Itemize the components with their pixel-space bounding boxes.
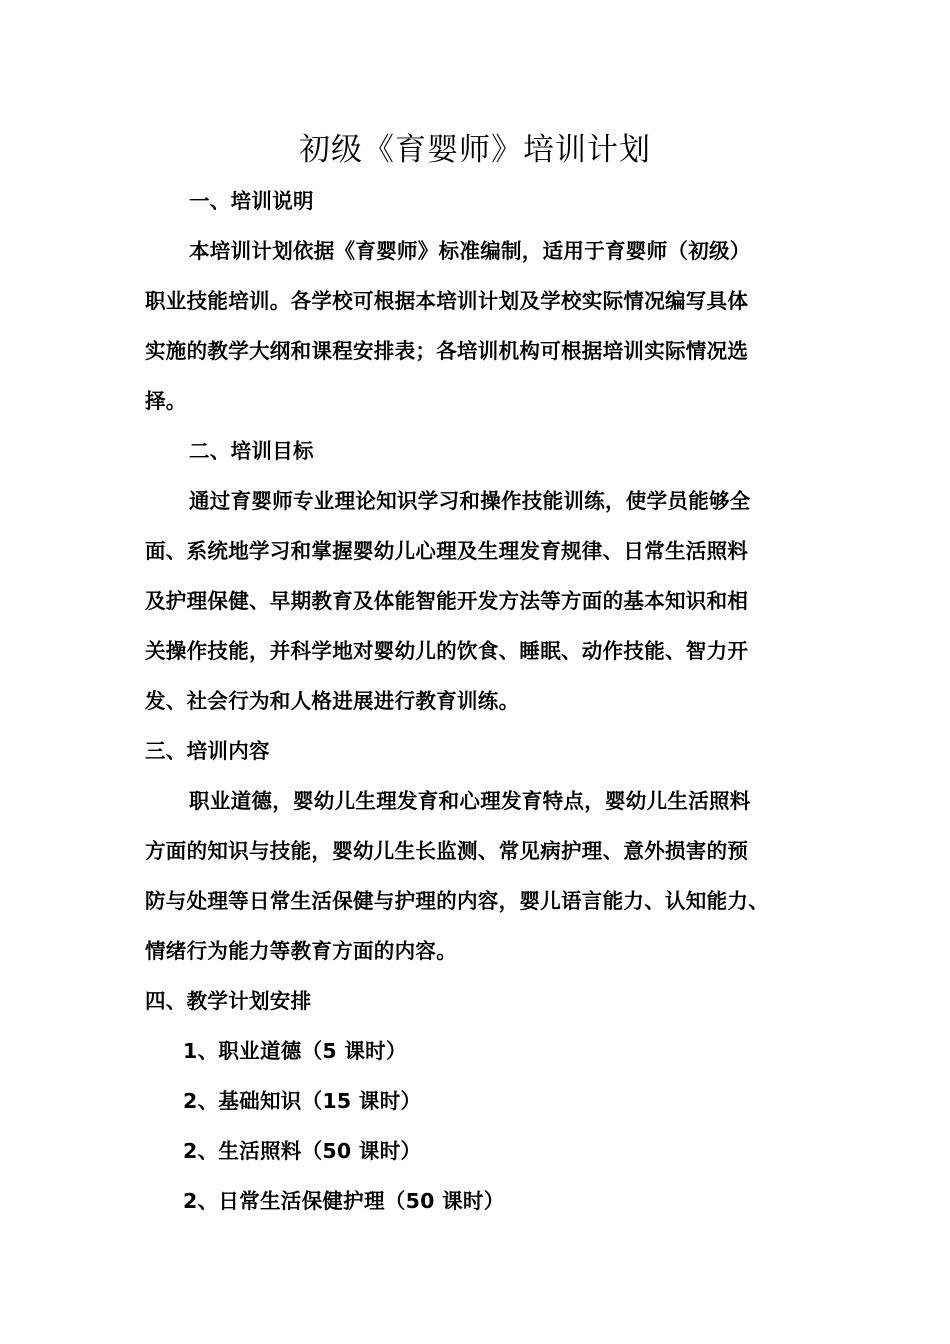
paragraph-line: 情绪行为能力等教育方面的内容。 [145, 939, 457, 963]
paragraph-line: 择。 [145, 389, 187, 413]
section-heading-1: 一、培训说明 [189, 189, 314, 213]
paragraph-line: 职业道德，婴幼儿生理发育和心理发育特点，婴幼儿生活照料 [189, 789, 751, 813]
paragraph-line: 实施的教学大纲和课程安排表；各培训机构可根据培训实际情况选 [145, 339, 749, 363]
section-heading-2: 二、培训目标 [189, 439, 314, 463]
paragraph-line: 职业技能培训。各学校可根据本培训计划及学校实际情况编写具体 [145, 289, 749, 313]
section-heading-4: 四、教学计划安排 [145, 989, 312, 1013]
document-title: 初级《育婴师》培训计划 [299, 132, 651, 168]
paragraph-line: 关操作技能，并科学地对婴幼儿的饮食、睡眠、动作技能、智力开 [145, 639, 749, 663]
list-item: 2、生活照料（50 课时） [183, 1139, 422, 1163]
paragraph-line: 本培训计划依据《育婴师》标准编制，适用于育婴师（初级） [189, 239, 751, 263]
paragraph-line: 方面的知识与技能，婴幼儿生长监测、常见病护理、意外损害的预 [145, 839, 749, 863]
paragraph-line: 及护理保健、早期教育及体能智能开发方法等方面的基本知识和相 [145, 589, 749, 613]
list-item: 1、职业道德（5 课时） [183, 1039, 407, 1063]
list-item: 2、基础知识（15 课时） [183, 1089, 422, 1113]
paragraph-line: 通过育婴师专业理论知识学习和操作技能训练，使学员能够全 [189, 489, 751, 513]
paragraph-line: 防与处理等日常生活保健与护理的内容，婴儿语言能力、认知能力、 [145, 889, 769, 913]
paragraph-line: 发、社会行为和人格进展进行教育训练。 [145, 689, 520, 713]
document-body [145, 176, 810, 1226]
paragraph-line: 面、系统地学习和掌握婴幼儿心理及生理发育规律、日常生活照料 [145, 539, 749, 563]
list-item: 2、日常生活保健护理（50 课时） [183, 1189, 505, 1213]
section-heading-3: 三、培训内容 [145, 739, 270, 763]
